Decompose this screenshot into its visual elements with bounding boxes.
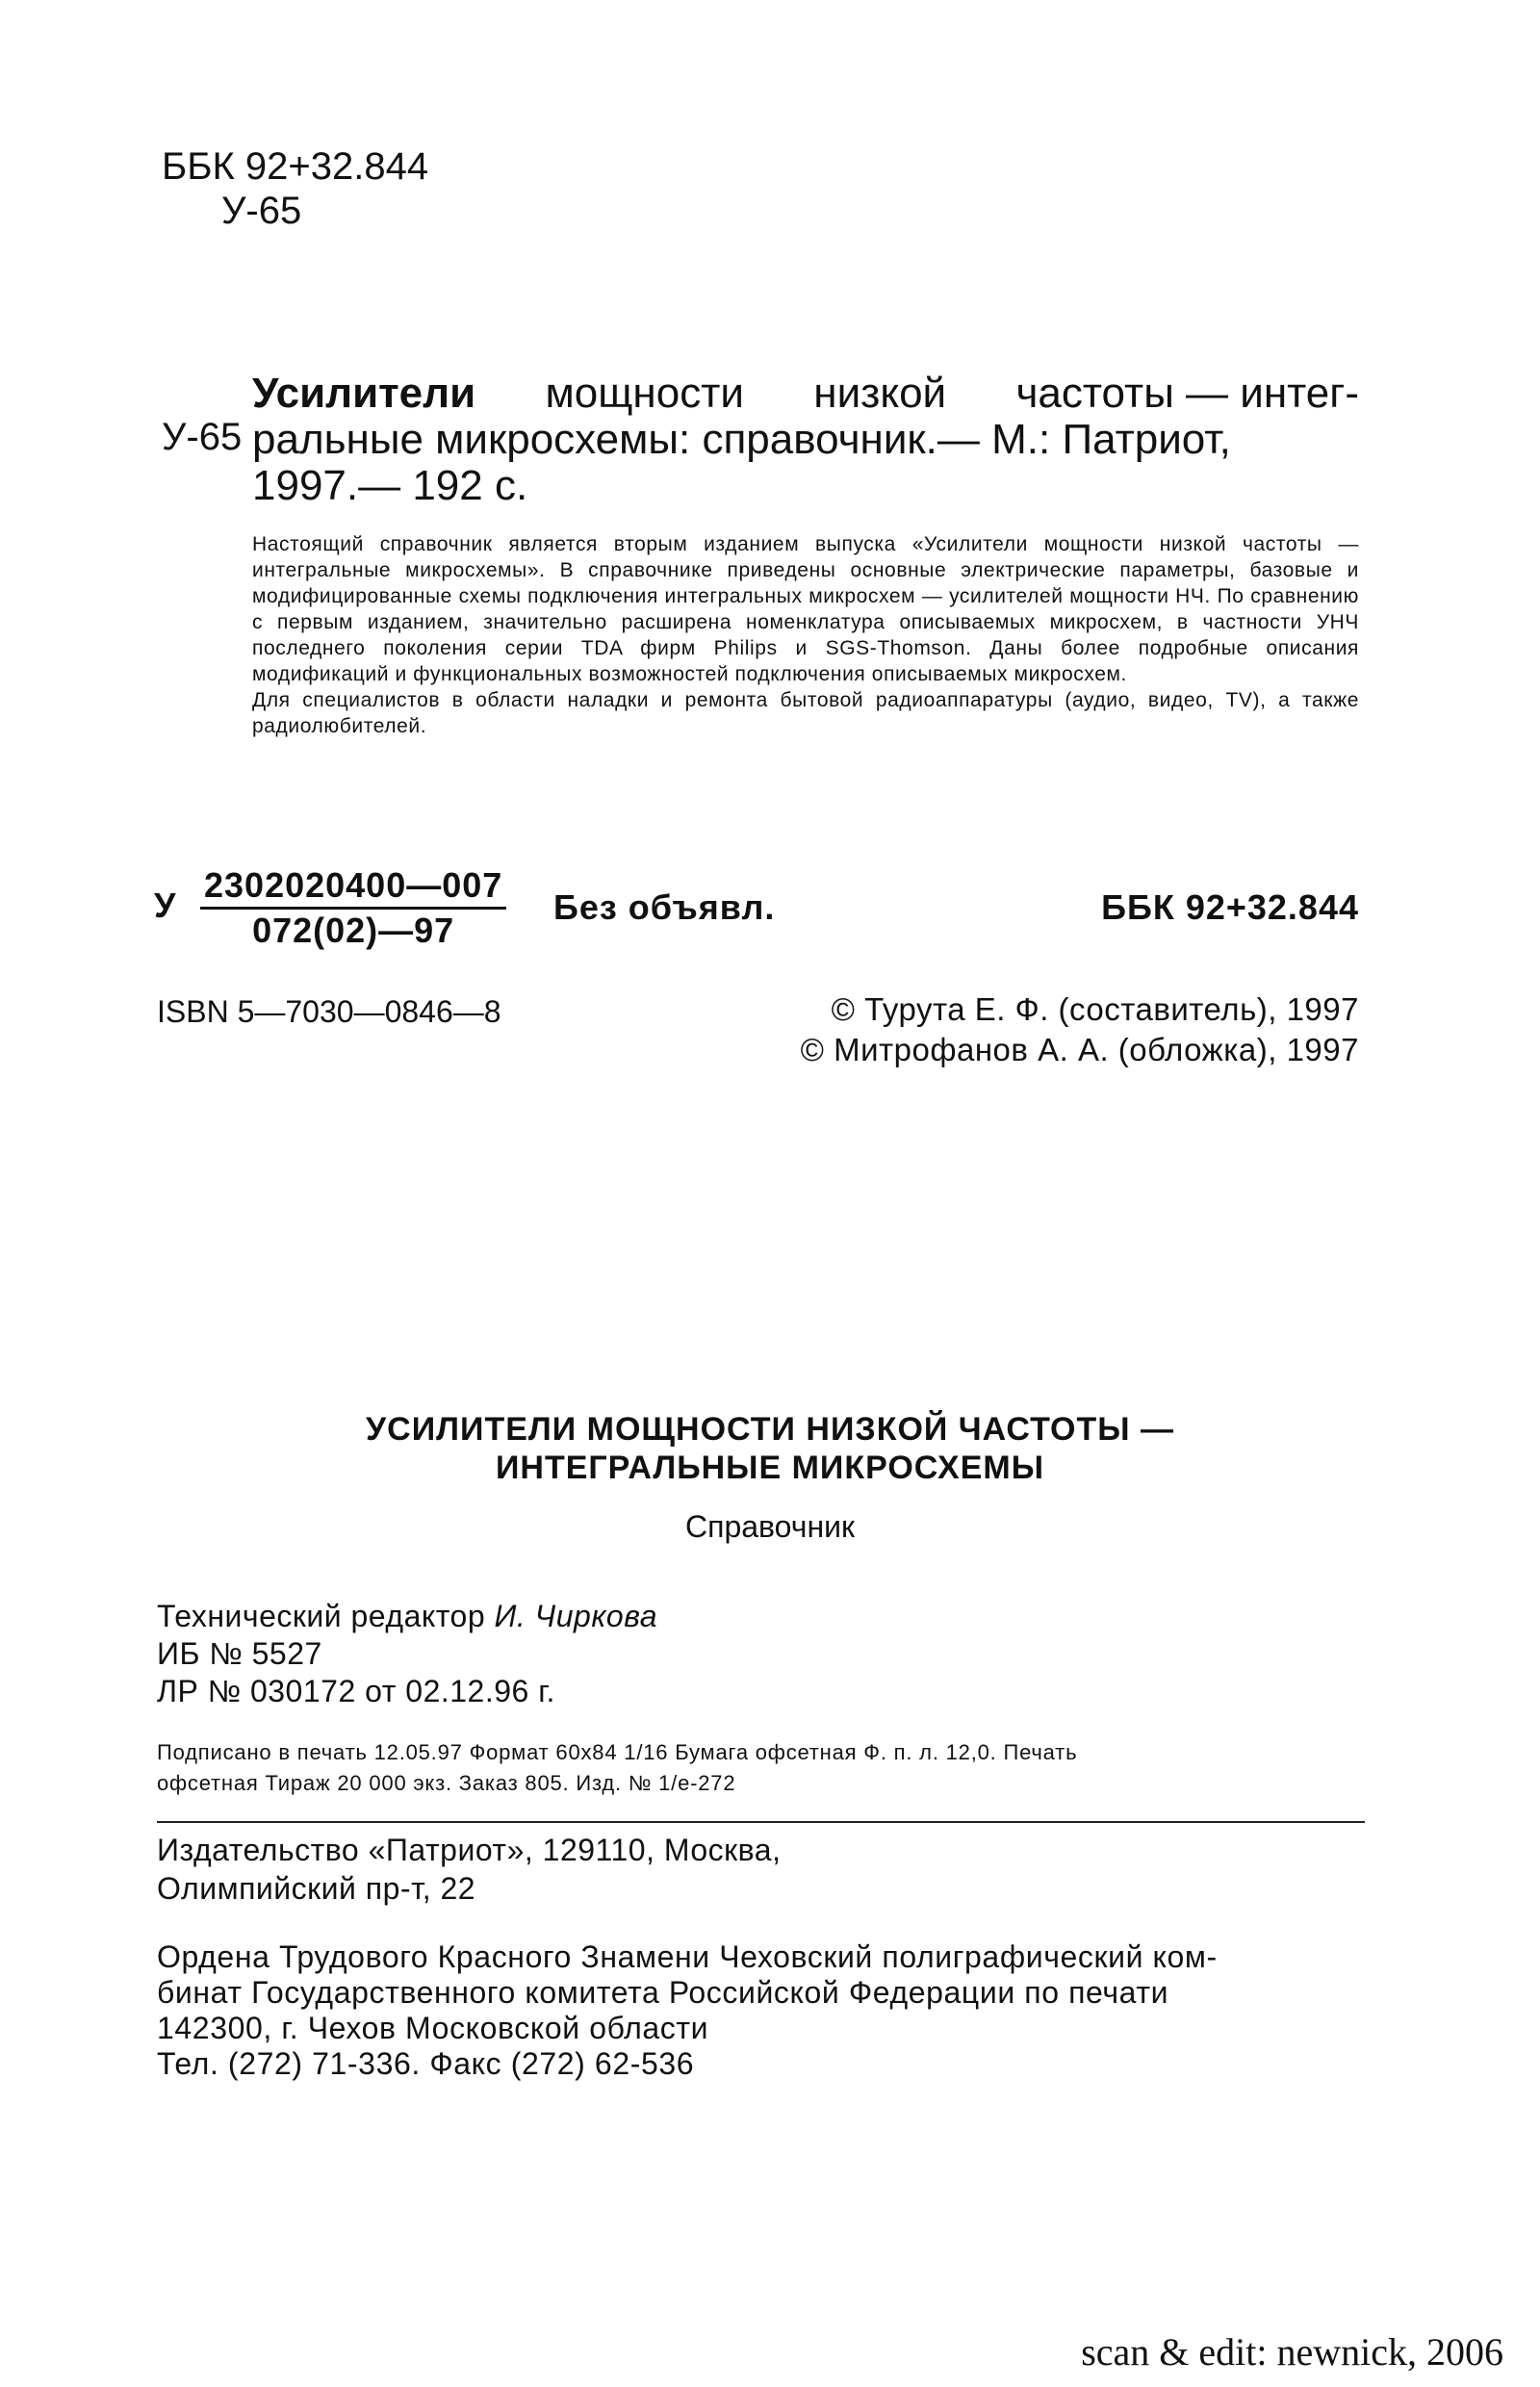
bbk-code: ББК 92+32.844 <box>162 145 429 188</box>
book-title <box>0 1410 1540 1487</box>
book-genre: Справочник <box>685 1509 855 1544</box>
index-fraction <box>200 866 506 950</box>
publisher-line: Издательство «Патриот», 129110, Москва, <box>157 1833 782 1867</box>
printer-line: 142300, г. Чехов Московской области <box>157 2011 709 2045</box>
price-note: Без объявл. <box>553 887 776 927</box>
print-info-line: офсетная Тираж 20 000 экз. Заказ 805. Изд. № 1/е-272 <box>157 1771 736 1795</box>
catalog-block <box>162 144 428 233</box>
abstract-paragraph: Для специалистов в области наладки и ремонта бытовой радиоаппаратуры (аудио, видео, TV), а также радиолюбителей. <box>252 689 1359 737</box>
side-author-mark: У-65 <box>162 416 243 458</box>
copyright-block <box>801 989 1359 1070</box>
scan-credit: scan & edit: newnick, 2006 <box>1081 2330 1503 2374</box>
description-line-3: 1997.— 192 с. <box>252 462 528 509</box>
printer-line: Ордена Трудового Красного Знамени Чеховский полиграфический ком- <box>157 1939 1218 1974</box>
publisher-block <box>157 1831 781 1908</box>
description-word: частоты — интег- <box>1015 370 1359 417</box>
abstract-paragraph: Настоящий справочник является вторым изданием выпуска «Усилители мощности низкой частоты — интегральные микросхемы». В справочнике приведены основные электрические параметры, базовые и модифицированные схемы подключения интегральных микросхем — усилителей мощности НЧ. По сравнению с первым изданием, значительно расширена номенклатура описываемых микросхем, в частности УНЧ последнего поколения серии TDA фирм Philips и SGS-Thomson. Даны более подробные описания модификаций и функциональных возможностей подключения описываемых микросхем. <box>252 533 1359 685</box>
editor-line <box>157 1598 657 1635</box>
editor-block <box>157 1598 657 1710</box>
abstract <box>252 531 1359 739</box>
bbk-code-right: ББК 92+32.844 <box>1101 887 1359 927</box>
author-mark: У-65 <box>221 190 302 232</box>
print-info <box>157 1737 1365 1799</box>
publisher-line: Олимпийский пр-т, 22 <box>157 1871 476 1906</box>
printer-line: Тел. (272) 71-336. Факс (272) 62-536 <box>157 2046 695 2081</box>
editor-name: И. Чиркова <box>494 1599 658 1633</box>
description-title-bold: Усилители <box>252 370 476 417</box>
print-info-line: Подписано в печать 12.05.97 Формат 60х84 1/16 Бумага офсетная Ф. п. л. 12,0. Печать <box>157 1740 1078 1764</box>
index-numerator: 2302020400—007 <box>200 866 506 910</box>
printer-block <box>157 1939 1218 2082</box>
description-line-1 <box>252 371 1359 417</box>
index-letter: У <box>154 886 176 925</box>
copyright-line: © Турута Е. Ф. (составитель), 1997 <box>831 991 1359 1027</box>
description-line-2: ральные микросхемы: справочник.— М.: Патриот, <box>252 416 1231 463</box>
ib-number: ИБ № 5527 <box>157 1636 322 1671</box>
description-word: мощности <box>545 370 744 417</box>
book-title-line: ИНТЕГРАЛЬНЫЕ МИКРОСХЕМЫ <box>495 1450 1045 1486</box>
book-title-line: УСИЛИТЕЛИ МОЩНОСТИ НИЗКОЙ ЧАСТОТЫ — <box>366 1411 1174 1448</box>
printer-line: бинат Государственного комитета Российской Федерации по печати <box>157 1975 1169 2010</box>
description-word: низкой <box>813 370 947 417</box>
index-denominator: 072(02)—97 <box>252 911 455 950</box>
lr-number: ЛР № 030172 от 02.12.96 г. <box>157 1674 555 1708</box>
divider <box>157 1821 1365 1823</box>
isbn: ISBN 5—7030—0846—8 <box>157 994 501 1029</box>
copyright-line: © Митрофанов А. А. (обложка), 1997 <box>800 1032 1359 1067</box>
editor-label: Технический редактор <box>157 1599 486 1633</box>
bibliographic-description <box>252 371 1359 509</box>
